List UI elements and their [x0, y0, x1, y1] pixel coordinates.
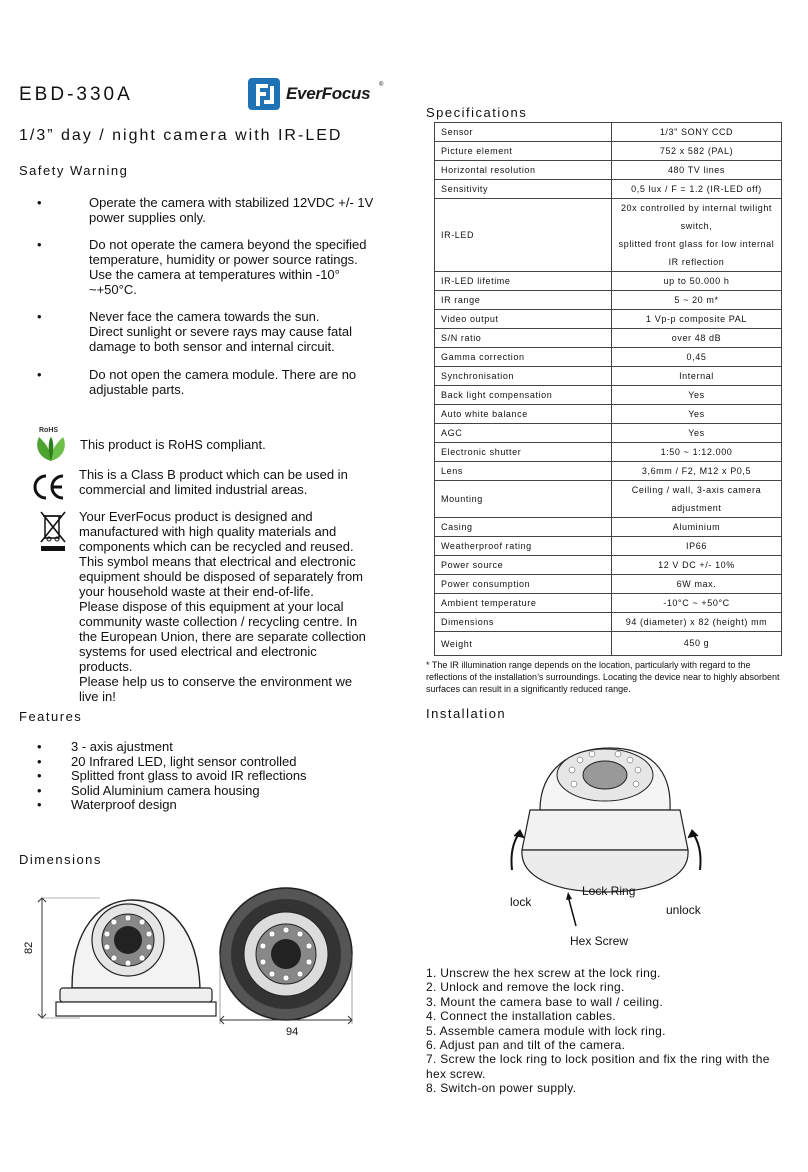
- spec-value-line: up to 50.000 h: [663, 275, 730, 286]
- spec-value: [612, 386, 782, 405]
- table-row: [435, 367, 782, 386]
- text-line: Your EverFocus product is designed and: [79, 509, 313, 524]
- text-line: Direct sunlight or severe rays may cause fatal: [89, 324, 352, 339]
- spec-value: [612, 518, 782, 537]
- text-line: Operate the camera with stabilized 12VDC +/- 1V: [89, 195, 374, 210]
- installation-diagram: [500, 740, 730, 950]
- everfocus-logo-icon: [246, 76, 282, 112]
- spec-label: Power consumption: [435, 575, 612, 594]
- table-row: [435, 123, 782, 142]
- lock-label: lock: [510, 895, 532, 909]
- width-label: 94: [286, 1026, 299, 1038]
- installation-heading: Installation: [426, 706, 507, 721]
- text-line: manufactured with high quality materials and: [79, 524, 337, 539]
- spec-label: Weight: [435, 632, 612, 656]
- bullet-dot: •: [37, 797, 42, 813]
- step-item: 4. Connect the installation cables.: [426, 1009, 616, 1024]
- list-item-text: [89, 309, 352, 354]
- text-line: temperature, humidity or power source ratings.: [89, 252, 358, 267]
- spec-value: [612, 594, 782, 613]
- spec-label: Gamma correction: [435, 348, 612, 367]
- spec-value-line: over 48 dB: [671, 332, 722, 343]
- spec-value: [612, 424, 782, 443]
- spec-value: [612, 199, 782, 272]
- spec-value: [612, 575, 782, 594]
- brand-name: EverFocus: [286, 84, 371, 103]
- table-row: [435, 180, 782, 199]
- table-row: [435, 556, 782, 575]
- specifications-table: [434, 122, 782, 656]
- spec-value-line: splitted front glass for low internal IR reflection: [618, 239, 775, 267]
- table-row: [435, 161, 782, 180]
- text-line: your household waste at their end-of-life.: [79, 584, 314, 599]
- spec-value-line: 5 ~ 20 m*: [674, 294, 719, 305]
- spec-value-line: 94 (diameter) x 82 (height) mm: [625, 616, 768, 627]
- ir-footnote: * The IR illumination range depends on the location, particularly with regard to the reflections of the installation’s surroundings. Locating the device near to highly absorbent surfaces can result in a significantly reduced range.: [426, 660, 780, 694]
- text-line: components which can be recycled and reused.: [79, 539, 354, 554]
- list-item-text: [89, 195, 373, 225]
- spec-value-line: 1/3" SONY CCD: [659, 126, 734, 137]
- safety-heading: Safety Warning: [19, 163, 129, 178]
- spec-value: [612, 161, 782, 180]
- spec-value: [612, 310, 782, 329]
- hex-screw-label: Hex Screw: [570, 934, 629, 948]
- spec-value-line: 6W max.: [676, 578, 717, 589]
- spec-value-line: Ceiling / wall, 3-axis camera adjustment: [631, 485, 762, 513]
- spec-value: [612, 537, 782, 556]
- list-item-text: Solid Aluminium camera housing: [71, 782, 260, 798]
- spec-label: Weatherproof rating: [435, 537, 612, 556]
- everfocus-logo: [246, 76, 386, 112]
- table-row: [435, 537, 782, 556]
- text-line: adjustable parts.: [89, 382, 185, 397]
- text-line: Do not open the camera module. There are no: [89, 367, 357, 382]
- table-row: [435, 518, 782, 537]
- spec-value-line: 450 g: [683, 638, 710, 648]
- spec-value: [612, 291, 782, 310]
- spec-value: [612, 180, 782, 199]
- page-subtitle: 1/3” day / night camera with IR-LED: [19, 127, 343, 144]
- registered-mark: ®: [379, 82, 384, 88]
- weee-bin-icon: [39, 510, 67, 552]
- spec-value-line: -10°C ~ +50°C: [663, 597, 730, 608]
- spec-label: Mounting: [435, 481, 612, 518]
- model-title: EBD-330A: [19, 84, 133, 105]
- text-line: products.: [79, 659, 133, 674]
- rohs-logo: [31, 425, 71, 463]
- spec-value: [612, 272, 782, 291]
- spec-value: [612, 462, 782, 481]
- spec-value: [612, 329, 782, 348]
- unlock-label: unlock: [666, 903, 701, 917]
- bullet-dot: •: [37, 753, 42, 769]
- height-label: 82: [23, 941, 35, 954]
- spec-label: IR-LED: [435, 199, 612, 272]
- list-item-text: [89, 237, 367, 297]
- spec-label: Dimensions: [435, 613, 612, 632]
- bullet-dot: •: [37, 237, 42, 252]
- list-item-text: [89, 367, 356, 397]
- spec-label: Ambient temperature: [435, 594, 612, 613]
- spec-label: Sensor: [435, 123, 612, 142]
- spec-value: [612, 481, 782, 518]
- spec-value: [612, 367, 782, 386]
- table-row: [435, 443, 782, 462]
- text-line: Do not operate the camera beyond the specified: [89, 237, 367, 252]
- step-item: 8. Switch-on power supply.: [426, 1081, 577, 1096]
- ce-icon: [31, 472, 67, 502]
- table-row: [435, 199, 782, 272]
- list-item-text: 20 Infrared LED, light sensor controlled: [71, 753, 297, 769]
- table-row: [435, 405, 782, 424]
- bullet-dot: •: [37, 367, 42, 382]
- table-row: [435, 632, 782, 656]
- spec-label: Horizontal resolution: [435, 161, 612, 180]
- spec-value-line: 1:50 ~ 1:12.000: [660, 446, 733, 457]
- spec-label: IR range: [435, 291, 612, 310]
- bullet-dot: •: [37, 309, 42, 324]
- dimension-drawing: [20, 878, 380, 1048]
- spec-label: Video output: [435, 310, 612, 329]
- spec-value-line: 12 V DC +/- 10%: [658, 559, 735, 570]
- spec-label: Synchronisation: [435, 367, 612, 386]
- spec-value: [612, 556, 782, 575]
- text-line: commercial and limited industrial areas.: [79, 482, 308, 497]
- spec-value: [612, 405, 782, 424]
- text-line: community waste collection / recycling centre. In: [79, 614, 358, 629]
- table-row: [435, 272, 782, 291]
- spec-label: Casing: [435, 518, 612, 537]
- spec-label: Picture element: [435, 142, 612, 161]
- rohs-logo-label: RoHS: [39, 427, 59, 434]
- bullet-dot: •: [37, 782, 42, 798]
- bullet-dot: •: [37, 195, 42, 210]
- spec-value-line: 3,6mm / F2, M12 x P0,5: [641, 465, 752, 476]
- text-line: systems for used electrical and electronic: [79, 644, 317, 659]
- step-item: 5. Assemble camera module with lock ring.: [426, 1023, 666, 1038]
- table-row: [435, 594, 782, 613]
- spec-label: Sensitivity: [435, 180, 612, 199]
- step-item: 3. Mount the camera base to wall / ceiling.: [426, 994, 664, 1009]
- ce-text: [79, 467, 348, 497]
- rohs-text: This product is RoHS compliant.: [80, 437, 266, 452]
- text-line: equipment should be disposed of separately from: [79, 569, 364, 584]
- spec-value-line: 20x controlled by internal twilight switch,: [620, 203, 773, 231]
- text-line: ~+50°C.: [89, 282, 137, 297]
- spec-value-line: Internal: [679, 370, 714, 381]
- lock-ring-label: Lock Ring: [582, 884, 636, 898]
- spec-value: [612, 632, 782, 656]
- camera-dimension-svg: [20, 878, 380, 1048]
- table-row: [435, 142, 782, 161]
- spec-value-line: Yes: [688, 427, 705, 438]
- table-row: [435, 329, 782, 348]
- text-line: This symbol means that electrical and electronic: [79, 554, 356, 569]
- bullet-dot: •: [37, 768, 42, 784]
- spec-value: [612, 613, 782, 632]
- step-item: 7. Screw the lock ring to lock position and fix the ring with the hex screw.: [426, 1052, 770, 1081]
- spec-value: [612, 348, 782, 367]
- table-row: [435, 348, 782, 367]
- dimensions-heading: Dimensions: [19, 852, 102, 867]
- text-line: damage to both sensor and internal circuit.: [89, 339, 335, 354]
- table-row: [435, 386, 782, 405]
- spec-value-line: 0,5 lux / F = 1.2 (IR-LED off): [631, 183, 762, 194]
- table-row: [435, 424, 782, 443]
- table-row: [435, 613, 782, 632]
- spec-value-line: IP66: [686, 540, 707, 551]
- spec-label: S/N ratio: [435, 329, 612, 348]
- spec-value: [612, 443, 782, 462]
- spec-value-line: Yes: [688, 408, 705, 419]
- step-item: 2. Unlock and remove the lock ring.: [426, 980, 625, 995]
- specifications-heading: Specifications: [426, 105, 528, 120]
- bullet-dot: •: [37, 739, 42, 754]
- installation-steps: [426, 966, 786, 1096]
- spec-value-line: 752 x 582 (PAL): [659, 145, 734, 156]
- text-line: Please dispose of this equipment at your local: [79, 599, 344, 614]
- text-line: Please help us to conserve the environment we: [79, 674, 353, 689]
- spec-label: Power source: [435, 556, 612, 575]
- spec-value: [612, 123, 782, 142]
- text-line: Use the camera at temperatures within -10°: [89, 267, 340, 282]
- text-line: live in!: [79, 689, 116, 704]
- weee-text: [79, 509, 366, 704]
- spec-value: [612, 142, 782, 161]
- spec-label: IR-LED lifetime: [435, 272, 612, 291]
- spec-label: Auto white balance: [435, 405, 612, 424]
- spec-value-line: Yes: [688, 389, 705, 400]
- features-heading: Features: [19, 709, 83, 724]
- spec-label: AGC: [435, 424, 612, 443]
- text-line: the European Union, there are separate collection: [79, 629, 366, 644]
- step-item: 1. Unscrew the hex screw at the lock ring.: [426, 966, 661, 980]
- table-row: [435, 291, 782, 310]
- text-line: This is a Class B product which can be used in: [79, 467, 348, 482]
- list-item-text: Waterproof design: [71, 797, 177, 813]
- spec-value-line: 1 Vp-p composite PAL: [646, 313, 747, 324]
- spec-label: Back light compensation: [435, 386, 612, 405]
- installation-svg: [500, 740, 730, 950]
- spec-value-line: 0,45: [686, 351, 707, 362]
- spec-value-line: Aluminium: [672, 521, 721, 532]
- list-item-text: Splitted front glass to avoid IR reflections: [71, 768, 307, 784]
- list-item-text: 3 - axis ajustment: [71, 739, 173, 754]
- table-row: [435, 462, 782, 481]
- text-line: power supplies only.: [89, 210, 206, 225]
- spec-label: Lens: [435, 462, 612, 481]
- text-line: Never face the camera towards the sun.: [89, 309, 320, 324]
- table-row: [435, 481, 782, 518]
- spec-value-line: 480 TV lines: [667, 164, 726, 175]
- table-row: [435, 575, 782, 594]
- table-row: [435, 310, 782, 329]
- step-item: 6. Adjust pan and tilt of the camera.: [426, 1038, 626, 1053]
- spec-label: Electronic shutter: [435, 443, 612, 462]
